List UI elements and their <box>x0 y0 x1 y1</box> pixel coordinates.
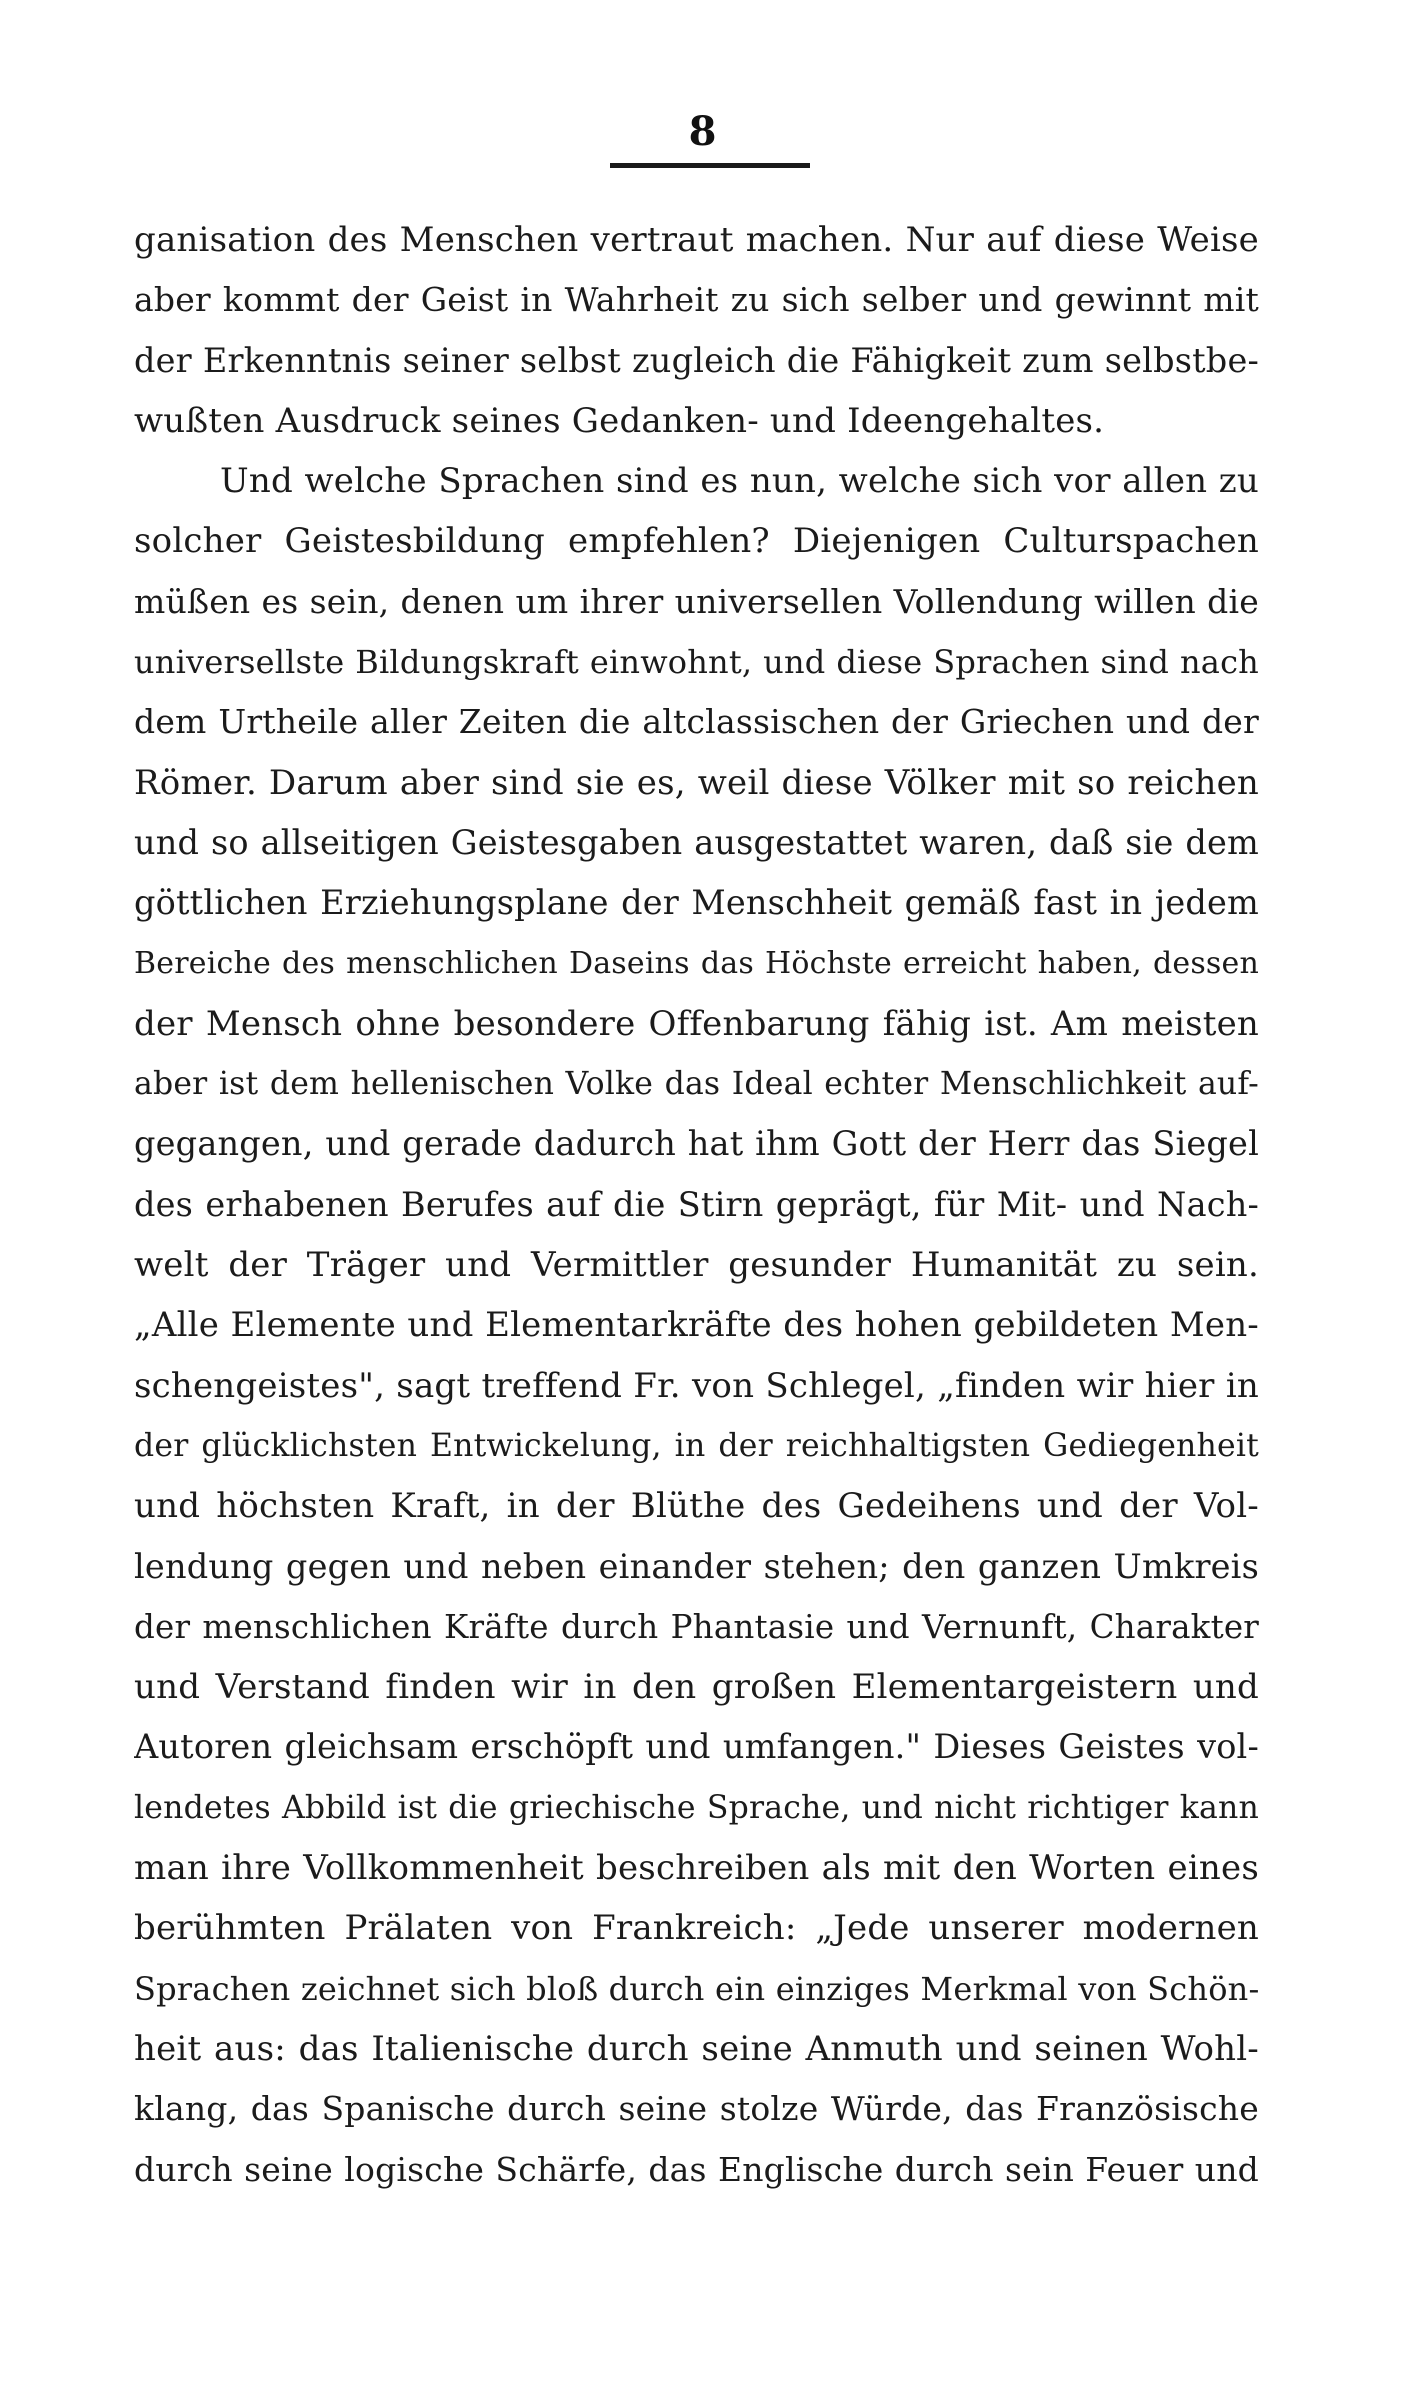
text-line: Römer. Darum aber sind sie es, weil diese Völker mit so reichen <box>134 762 1259 803</box>
text-line: solcher Geistesbildung empfehlen? Diejenigen Culturspachen <box>134 521 1259 562</box>
text-line: ganisation des Menschen vertraut machen. Nur auf diese Weise <box>134 220 1259 260</box>
text-line: müßen es sein, denen um ihrer universellen Vollendung willen die <box>134 581 1259 621</box>
page-number: 8 <box>688 108 717 155</box>
text-line: welt der Träger und Vermittler gesunder Humanität zu sein. <box>134 1245 1259 1286</box>
text-line: Autoren gleichsam erschöpft und umfangen." Dieses Geistes vol- <box>134 1727 1259 1767</box>
text-line: lendetes Abbild ist die griechische Sprache, und nicht richtiger kann <box>134 1789 1259 1826</box>
text-line: der Mensch ohne besondere Offenbarung fähig ist. Am meisten <box>134 1003 1259 1044</box>
text-line: und so allseitigen Geistesgaben ausgestattet waren, daß sie dem <box>134 822 1259 862</box>
text-line: universellste Bildungskraft einwohnt, und diese Sprachen sind nach <box>134 643 1259 682</box>
text-line: Und welche Sprachen sind es nun, welche sich vor allen zu <box>220 461 1259 502</box>
text-line: des erhabenen Berufes auf die Stirn geprägt, für Mit- und Nach- <box>134 1184 1259 1224</box>
text-line: Sprachen zeichnet sich bloß durch ein einziges Merkmal von Schön- <box>134 1969 1259 2008</box>
text-line: dem Urtheile aller Zeiten die altclassischen der Griechen und der <box>134 702 1259 742</box>
text-line: durch seine logische Schärfe, das Englische durch sein Feuer und <box>134 2149 1259 2189</box>
text-line: heit aus: das Italienische durch seine Anmuth und seinen Wohl- <box>134 2028 1259 2069</box>
text-line: der Erkenntnis seiner selbst zugleich die Fähigkeit zum selbstbe- <box>134 340 1259 380</box>
text-line: schengeistes", sagt treffend Fr. von Schlegel, „finden wir hier in <box>134 1365 1259 1406</box>
text-line: der menschlichen Kräfte durch Phantasie und Vernunft, Charakter <box>134 1607 1259 1646</box>
text-line: und höchsten Kraft, in der Blüthe des Gedeihens und der Vol- <box>134 1486 1259 1527</box>
text-line: gegangen, und gerade dadurch hat ihm Gott der Herr das Siegel <box>134 1124 1259 1164</box>
body-text <box>134 210 1259 2200</box>
text-line: aber ist dem hellenischen Volke das Ideal echter Menschlichkeit auf- <box>134 1066 1259 1103</box>
text-line: göttlichen Erziehungsplane der Menschheit gemäß fast in jedem <box>134 883 1259 923</box>
text-line: Bereiche des menschlichen Daseins das Höchste erreicht haben, dessen <box>134 945 1259 981</box>
text-line: „Alle Elemente und Elementarkräfte des hohen gebildeten Men- <box>134 1305 1259 1346</box>
text-line: klang, das Spanische durch seine stolze Würde, das Französische <box>134 2089 1259 2129</box>
text-line: der glücklichsten Entwickelung, in der reichhaltigsten Gediegenheit <box>134 1427 1259 1464</box>
text-line: und Verstand finden wir in den großen Elementargeistern und <box>134 1667 1259 1708</box>
text-line: lendung gegen und neben einander stehen; den ganzen Umkreis <box>134 1546 1259 1586</box>
text-line: aber kommt der Geist in Wahrheit zu sich selber und gewinnt mit <box>134 280 1259 320</box>
text-line: man ihre Vollkommenheit beschreiben als mit den Worten eines <box>134 1848 1259 1889</box>
text-line: berühmten Prälaten von Frankreich: „Jede unserer modernen <box>134 1908 1259 1949</box>
text-line: wußten Ausdruck seines Gedanken- und Ideengehaltes. <box>134 400 1105 441</box>
header-rule <box>610 163 810 168</box>
